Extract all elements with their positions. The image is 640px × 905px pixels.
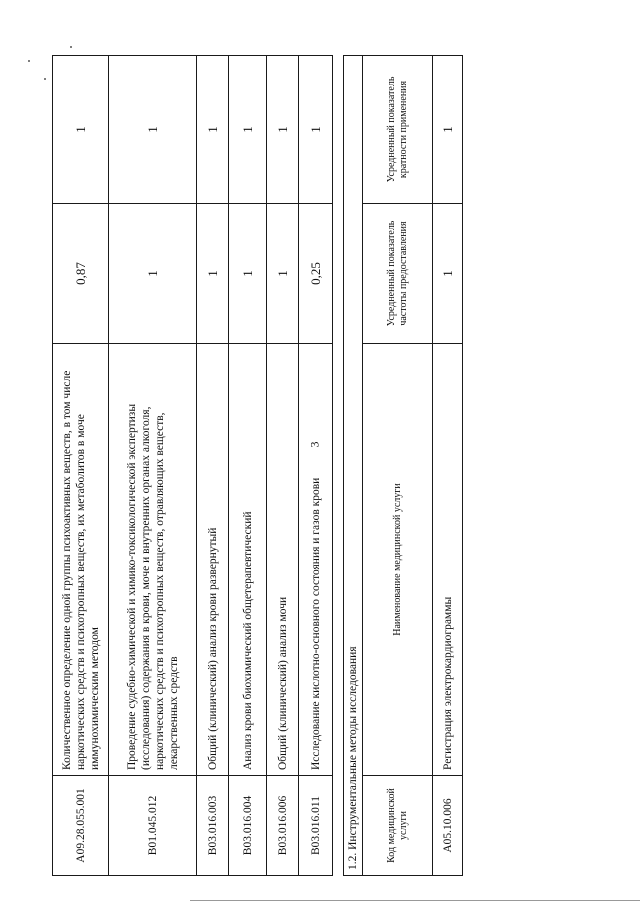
service-multiplicity: 1 [433,55,463,203]
instrumental-methods-table [343,55,463,876]
header-code: Код медицинской услуги [363,776,433,876]
header-multiplicity: Усредненный показатель кратности применения [363,55,433,203]
service-multiplicity: 1 [197,56,229,204]
service-multiplicity: 1 [53,56,109,204]
scan-speck [28,60,30,62]
header-name: Наименование медицинской услуги [363,344,433,776]
services-table [52,55,333,876]
service-code: A05.10.006 [433,776,463,876]
service-frequency: 0,87 [53,204,109,344]
service-name: Общий (клинический) анализ крови развернутый [197,344,229,776]
service-frequency: 1 [433,204,463,344]
page-number: 3 [307,441,322,448]
service-code: A09.28.055.001 [53,776,109,876]
service-multiplicity: 1 [267,56,299,204]
service-frequency: 1 [229,204,267,344]
service-multiplicity: 1 [229,56,267,204]
table-row [229,56,267,876]
service-frequency: 0,25 [299,204,333,344]
service-name: Проведение судебно-химической и химико-токсикологической экспертизы (исследования) содержания в крови, моче и внутренних органах алкоголя, наркотических средств и психотропных веществ, отравляющих веществ, лекарственных средств [109,344,197,776]
header-frequency: Усредненный показатель частоты предоставления [363,204,433,344]
service-code: B03.016.004 [229,776,267,876]
table-row [267,56,299,876]
scan-speck [44,78,46,80]
service-code: B03.016.006 [267,776,299,876]
table-row [299,56,333,876]
service-code: B01.045.012 [109,776,197,876]
service-name: Количественное определение одной группы психоактивных веществ, в том числе наркотических средств и психотропных веществ, их метаболитов в моче иммунохимическим методом [53,344,109,776]
service-frequency: 1 [267,204,299,344]
service-frequency: 1 [197,204,229,344]
table-row [53,56,109,876]
service-name: Регистрация электрокардиограммы [433,344,463,776]
service-code: B03.016.011 [299,776,333,876]
service-multiplicity: 1 [299,56,333,204]
table-row [197,56,229,876]
service-name: Общий (клинический) анализ мочи [267,344,299,776]
service-name: Анализ крови биохимический общетерапевтический [229,344,267,776]
rotated-page-content [52,56,463,876]
table-row [109,56,197,876]
scan-speck [70,46,72,48]
table-row [433,55,463,875]
service-multiplicity: 1 [109,56,197,204]
section-title: 1.2. Инструментальные методы исследования [344,55,363,875]
scan-edge-line [190,900,640,901]
service-name: Исследование кислотно-основного состояния и газов крови [299,344,333,776]
service-frequency: 1 [109,204,197,344]
service-code: B03.016.003 [197,776,229,876]
